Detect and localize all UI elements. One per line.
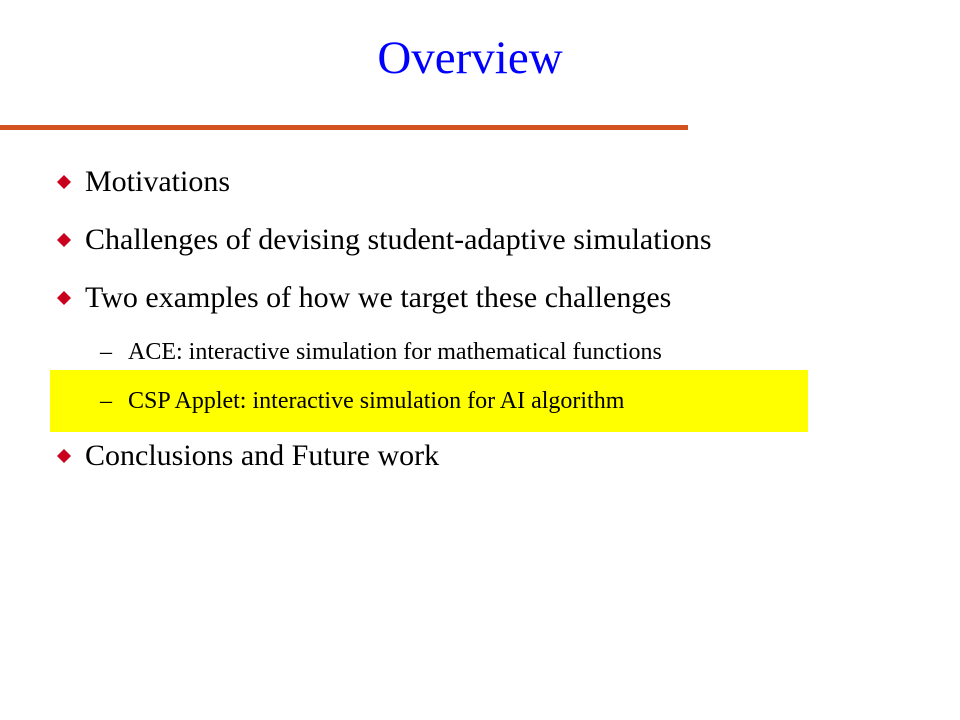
dash-marker: – — [100, 338, 112, 365]
diamond-bullet-icon — [57, 449, 71, 463]
bullet-text: Two examples of how we target these challenges — [85, 281, 672, 314]
sub-bullet-text: CSP Applet: interactive simulation for AI algorithm — [128, 387, 625, 414]
diamond-bullet-icon — [57, 175, 71, 189]
diamond-bullet-icon — [57, 233, 71, 247]
bullet-text: Challenges of devising student-adaptive simulations — [85, 223, 712, 256]
sub-bullet-item-ace — [100, 332, 662, 372]
slide-title: Overview — [377, 32, 563, 84]
dash-marker: – — [100, 387, 112, 414]
bullet-text: Conclusions and Future work — [85, 439, 440, 472]
sub-bullet-text: ACE: interactive simulation for mathematical functions — [128, 338, 662, 365]
sub-bullet-item-csp-applet — [100, 381, 624, 421]
bullet-text: Motivations — [85, 165, 231, 198]
bullet-item-conclusions — [50, 436, 439, 476]
bullet-item-challenges — [50, 220, 712, 260]
bullet-item-examples — [50, 278, 671, 318]
diamond-bullet-icon — [57, 291, 71, 305]
bullet-item-motivations — [50, 162, 230, 202]
